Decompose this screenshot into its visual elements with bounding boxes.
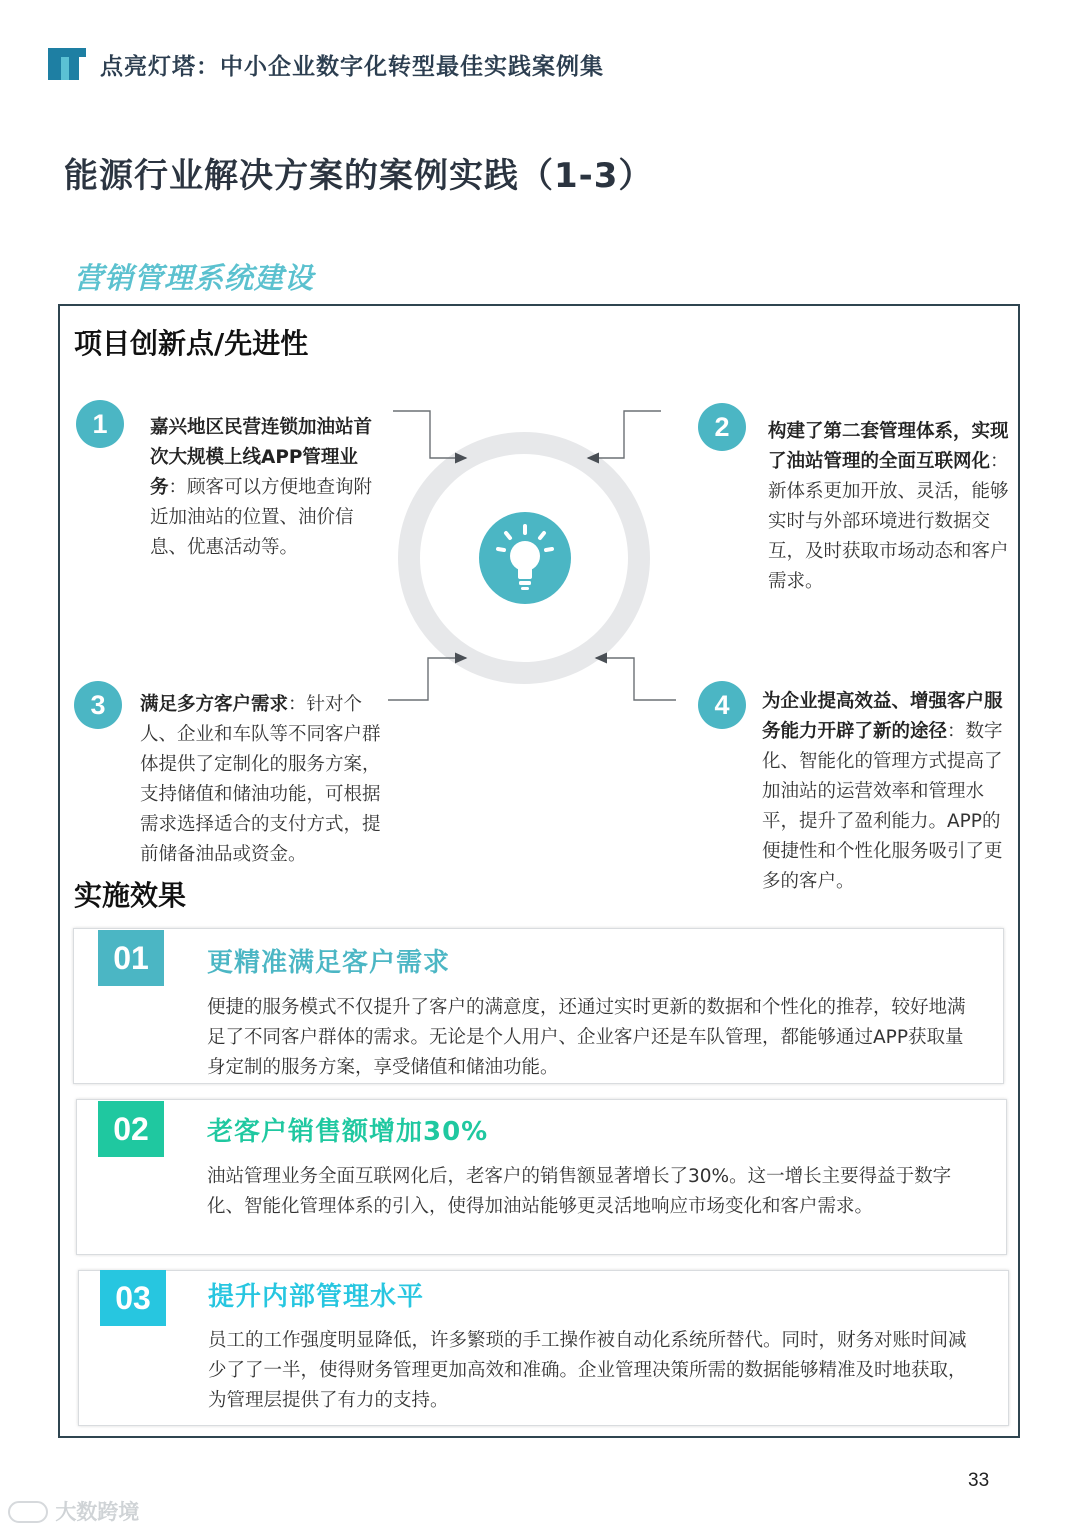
result-3-title: 提升内部管理水平 — [208, 1282, 425, 1312]
result-2-number: 02 — [98, 1101, 164, 1157]
header-title: 点亮灯塔：中小企业数字化转型最佳实践案例集 — [100, 54, 604, 80]
result-1-number: 01 — [98, 930, 164, 986]
innovation-heading: 项目创新点/先进性 — [74, 327, 309, 360]
result-2-body: 油站管理业务全面互联网化后，老客户的销售额显著增长了30%。这一增长主要得益于数字化、智能化管理体系的引入，使得加油站能够更灵活地响应市场变化和客户需求。 — [207, 1166, 952, 1217]
point-3-text: 满足多方客户需求：针对个人、企业和车队等不同客户群体提供了定制化的服务方案，支持储值和储油功能，可根据需求选择适合的支付方式，提前储备油品或资金。 — [140, 694, 381, 865]
point-2-number: 2 — [698, 403, 746, 451]
point-3-number: 3 — [74, 681, 122, 729]
report-logo-icon — [48, 46, 88, 82]
point-4-number: 4 — [698, 681, 746, 729]
lightbulb-icon — [479, 512, 571, 604]
section-title: 营销管理系统建设 — [74, 261, 315, 295]
point-4-text: 为企业提高效益、增强客户服务能力开辟了新的途径：数字化、智能化的管理方式提高了加油站的运营效率和管理水平，提升了盈利能力。APP的便捷性和个性化服务吸引了更多的客户。 — [762, 691, 1003, 892]
result-2-title: 老客户销售额增加30% — [207, 1117, 489, 1147]
watermark-logo-icon — [8, 1501, 48, 1523]
page-number: 33 — [968, 1470, 990, 1491]
result-3-number: 03 — [100, 1270, 166, 1326]
page-title: 能源行业解决方案的案例实践（1-3） — [64, 156, 654, 196]
results-heading: 实施效果 — [74, 879, 187, 912]
point-1-number: 1 — [76, 400, 124, 448]
point-2-text: 构建了第二套管理体系，实现了油站管理的全面互联网化：新体系更加开放、灵活，能够实时与外部环境进行数据交互，及时获取市场动态和客户需求。 — [768, 421, 1009, 592]
result-1-title: 更精准满足客户需求 — [207, 948, 451, 978]
watermark-text: 大数跨境 — [55, 1500, 140, 1524]
result-3-body: 员工的工作强度明显降低，许多繁琐的手工操作被自动化系统所替代。同时，财务对账时间减少了了一半，使得财务管理更加高效和准确。企业管理决策所需的数据能够精准及时地获取，为管理层提供了有力的支持。 — [208, 1330, 967, 1411]
watermark — [8, 1496, 139, 1526]
result-1-body: 便捷的服务模式不仅提升了客户的满意度，还通过实时更新的数据和个性化的推荐，较好地满足了不同客户群体的需求。无论是个人用户、企业客户还是车队管理，都能够通过APP获取量身定制的服务方案，享受储值和储油功能。 — [207, 997, 966, 1078]
point-1-text: 嘉兴地区民营连锁加油站首次大规模上线APP管理业务：顾客可以方便地查询附近加油站的位置、油价信息、优惠活动等。 — [150, 417, 373, 558]
